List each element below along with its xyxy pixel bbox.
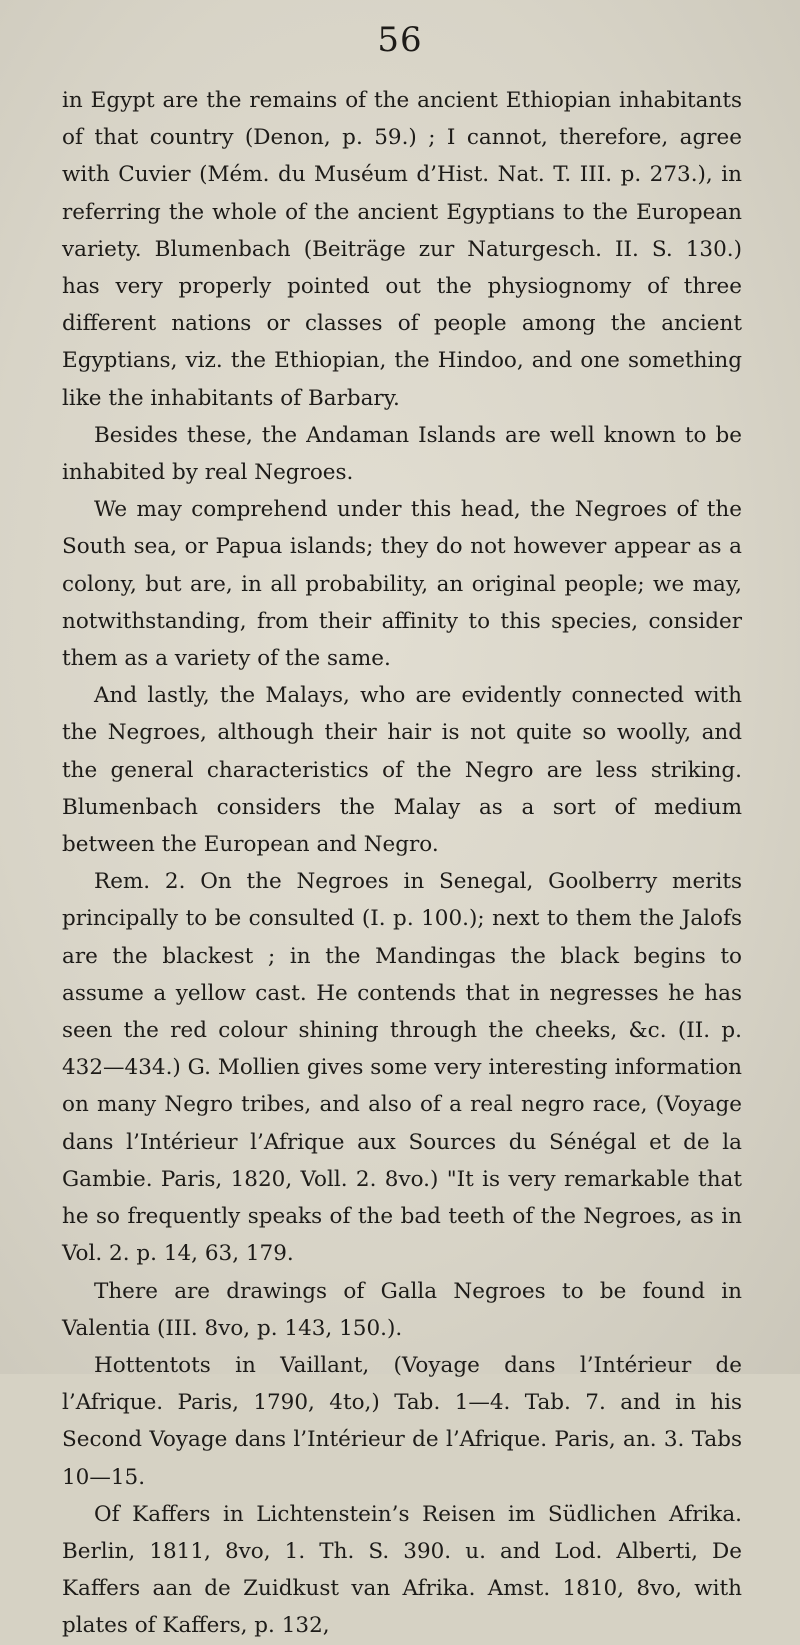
paragraph-galla: There are drawings of Galla Negroes to be found in Valentia (III. 8vo, p. 143, 150.). xyxy=(62,1278,742,1341)
paragraph-hottentots: Hottentots in Vaillant, (Voyage dans l’Intérieur de l’Afrique. Paris, 1790, 4to,) Tab. 1—4. Tab. 7. and in his Second Voyage dans l’Intérieur de l’Afrique. Paris, an. 3. Tabs 10—15. xyxy=(62,1352,742,1490)
page-number: 56 xyxy=(377,20,423,60)
paragraph-kaffers: Of Kaffers in Lichtenstein’s Reisen im Südlichen Afrika. Berlin, 1811, 8vo, 1. Th. S. 390. u. and Lod. Alberti, De Kaffers aan de Zuidkust van Afrika. Amst. 1810, 8vo, with plates of Kaffers, p. 132, xyxy=(62,1501,742,1639)
paragraph-remark-senegal: Rem. 2. On the Negroes in Senegal, Goolberry merits principally to be consulted (I. p. 100.); next to them the Jalofs are the blackest ; in the Mandingas the black begins to assume a yellow cast. He contends that in negresses he has seen the red colour shining through the cheeks, &c. (II. p. 432—434.) G. Mollien gives some very interesting information on many Negro tribes, and also of a real negro race, (Voyage dans l’Intérieur l’Afrique aux Sources du Sénégal et de la Gambie. Paris, 1820, Voll. 2. 8vo.) "It is very remarkable that he so frequently speaks of the bad teeth of the Negroes, as in Vol. 2. p. 14, 63, 179. xyxy=(62,869,742,1267)
paragraph-papua: We may comprehend under this head, the Negroes of the South sea, or Papua islands; they do not however appear as a colony, but are, in all probability, an original people; we may, notwithstanding, from their affinity to this species, consider them as a variety of the same. xyxy=(62,497,742,672)
body-text xyxy=(62,82,742,1645)
paragraph-andaman: Besides these, the Andaman Islands are well known to be inhabited by real Negroes. xyxy=(62,422,742,486)
paragraph-malays: And lastly, the Malays, who are evidently connected with the Negroes, although their hair is not quite so woolly, and the general characteristics of the Negro are less striking. Blumenbach considers the Malay as a sort of medium between the European and Negro. xyxy=(62,683,742,858)
paragraph-egypt-continued: in Egypt are the remains of the ancient Ethiopian inhabitants of that country (Denon, p. 59.) ; I cannot, therefore, agree with Cuvier (Mém. du Muséum d’Hist. Nat. T. III. p. 273.), in referring the whole of the ancient Egyptians to the European variety. Blumenbach (Beiträge zur Naturgesch. II. S. 130.) has very properly pointed out the physiognomy of three different nations or classes of people among the ancient Egyptians, viz. the Ethiopian, the Hindoo, and one something like the inhabitants of Barbary. xyxy=(62,88,742,411)
